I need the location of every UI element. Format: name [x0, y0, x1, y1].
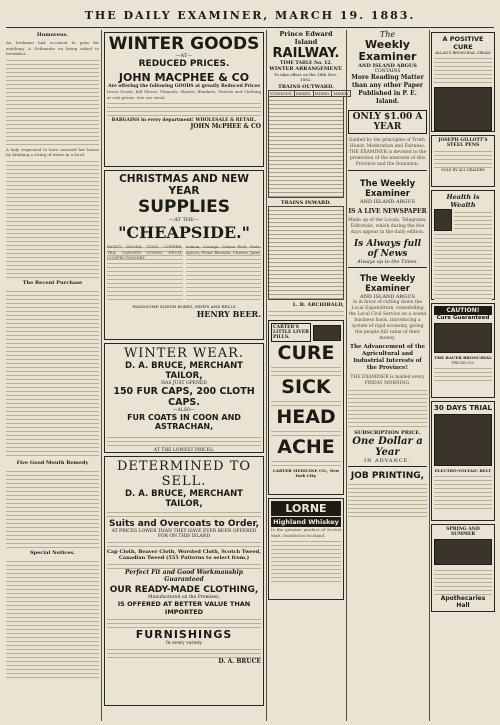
ad-headline: Highland Whiskey: [271, 517, 341, 527]
ad-text: HAS JUST OPENED: [161, 381, 207, 386]
ad-text-block: [434, 473, 492, 509]
article-text-block: [6, 468, 99, 548]
ad-text: AT THE LOWEST PRICES.: [153, 448, 215, 453]
ad-text: —ALSO—: [172, 408, 195, 413]
ad-text: In every variety: [166, 641, 202, 646]
ad-headline: Health is Wealth: [446, 193, 480, 209]
ad-headline: FUR COATS IN COON AND ASTRACHAN,: [127, 413, 241, 431]
examiner-ad-mailed: THE EXAMINER is mailed every FRIDAY MORNING.: [350, 375, 425, 386]
ad-signature: D. A. BRUCE: [218, 658, 261, 665]
examiner-ad-body: Is in favor of cutting down the Local Expenditure, remodelling the Local Civil Service on a sound business basis, introducing a system of rigid economy, giving the people full value of their money.: [348, 300, 427, 341]
ad-text: HANDSOME SLEIGH ROBES, WHIPS AND BELLS: [132, 304, 236, 309]
ad-gillott-pens: [431, 135, 495, 187]
ad-apothecaries-hall: [431, 524, 495, 612]
ad-headline: CAUTION!: [434, 306, 492, 315]
ad-text: —AT—: [175, 53, 193, 59]
ad-carters-pills: [268, 320, 344, 495]
ad-body: Dress Goods, Kid Gloves, Flannels, Shawls, Blankets, Tweeds and Clothing at cost prices. See our stock.: [107, 89, 261, 100]
ad-headline: HEAD: [276, 406, 336, 428]
ad-text: Manufactured on the Premises,: [148, 595, 220, 600]
belt-illustration: [434, 414, 492, 466]
ad-text-block: [107, 561, 261, 569]
ad-headline: ACHE: [277, 436, 335, 458]
examiner-ad-advance: IN ADVANCE.: [364, 458, 411, 464]
truss-illustration: [434, 323, 492, 353]
ad-text-block: [434, 55, 492, 85]
examiner-ad-price: One Dollar a Year: [352, 436, 423, 458]
hand-illustration: [313, 325, 341, 341]
examiner-ad-text-block: [348, 387, 427, 427]
ad-text-block: [434, 231, 492, 301]
ad-headline: CHRISTMAS AND NEW YEAR: [119, 173, 249, 197]
ad-headline: Cure Guaranteed: [436, 315, 490, 321]
ad-merchant-name: D. A. BRUCE, MERCHANT TAILOR,: [125, 489, 243, 509]
column-railway: [268, 30, 350, 721]
ad-text-block: [271, 428, 341, 436]
ad-headline: Suits and Overcoats to Order,: [108, 519, 260, 529]
ad-signature: HENRY BEER.: [196, 309, 261, 319]
examiner-ad-argus: AND ISLAND ARGUS: [358, 63, 417, 69]
article-text-block: [6, 558, 99, 678]
column-examiner-ads: [348, 30, 427, 721]
ad-text: Are offering the following GOODS at greatly Reduced Prices: [108, 84, 260, 89]
railway-signature: L. B. ARCHIBALD,: [292, 302, 344, 308]
ad-brand: CARTER'S LITTLE LIVER PILLS.: [271, 323, 311, 342]
ad-electro-voltaic-belt: [431, 401, 495, 521]
ad-signature: JOHN McPHEE & CO: [190, 123, 261, 131]
examiner-ad-the: The: [379, 30, 396, 39]
article-paragraph: A lady requested to have married her house by drinking a string of water in a bowl.: [6, 146, 99, 158]
ad-winter-goods: [104, 32, 264, 167]
ad-positive-cure: [431, 32, 495, 132]
examiner-ad-contains: CONTAINS: [374, 69, 401, 74]
figures-illustration: [434, 87, 492, 131]
ad-caution-cure: [431, 303, 495, 398]
article-paragraph: An Irishman had occasion to pass for anything. A Gothamite on being asked to breakfast...: [6, 40, 99, 57]
railway-timetable-number: TIME TABLE No. 12.: [280, 61, 332, 66]
railway-outward-table: [268, 90, 351, 97]
newspaper-title: THE DAILY EXAMINER, MARCH 19. 1883.: [84, 8, 416, 22]
ad-text: AT PRICES LOWER THAN THEY HAVE EVER BEEN OFFERED FOR ON THIS ISLAND: [111, 529, 257, 539]
ad-text-block: [271, 538, 341, 582]
ad-health-is-wealth: [431, 190, 495, 300]
divider: [348, 466, 427, 467]
ad-merchant-name: D. A. BRUCE, MERCHANT TAILOR,: [125, 361, 243, 381]
ad-text: Cap Cloth, Beaver Cloth, Worsted Cloth, Scotch Tweed, Canadian Tweed (555 Patterns to select from.): [107, 549, 261, 561]
ad-text: IS OFFERED AT BETTER VALUE THAN IMPORTED: [117, 600, 251, 616]
examiner-ad-more: More Reading Matter than any other Paper Published in P. E. Island.: [351, 74, 424, 105]
ad-text: BARGAINS in every department! WHOLESALE & RETAIL.: [111, 118, 257, 124]
ad-text-block: [434, 567, 492, 595]
ad-text: SOLD BY ALL DEALERS: [441, 168, 485, 172]
examiner-ad-argus: AND ISLAND ARGUS: [360, 199, 415, 205]
railway-title-main: RAILWAY.: [272, 46, 340, 61]
column-rule: [346, 30, 347, 721]
examiner-ad-price: ONLY $1.00 A YEAR: [348, 110, 427, 134]
column-patent-ads: [431, 30, 495, 721]
column-rule: [266, 30, 267, 721]
ad-text-block: [107, 616, 261, 628]
ad-christmas-supplies: [104, 170, 264, 340]
examiner-ad-title: Weekly Examiner: [358, 38, 417, 63]
table-header: MIXED.: [314, 91, 331, 96]
railway-footnote: [268, 308, 344, 318]
ad-headline: Apothecaries Hall: [440, 595, 486, 609]
examiner-ad-always: Always up to the Times.: [357, 259, 418, 265]
job-printing-heading: JOB PRINTING,: [350, 471, 425, 481]
ad-headline: OUR READY-MADE CLOTHING,: [109, 585, 259, 595]
column-advertisements: [104, 30, 264, 721]
ad-headline: SICK: [281, 376, 331, 398]
railway-arrangement: WINTER ARRANGEMENT.: [269, 66, 343, 72]
ad-goods-list-text: Lemon, Orange, Citron Peel, Nuts, Spices, Flour, Biscuits, Cheese, Jams: [185, 244, 261, 255]
column-reading-matter: [6, 30, 99, 721]
storefront-illustration: [434, 539, 492, 565]
railway-inward-rows: [268, 206, 344, 300]
ad-headline: SPRING AND SUMMER: [446, 527, 480, 537]
examiner-ad-title: The Weekly Examiner: [359, 274, 416, 294]
column-rule: [429, 30, 430, 721]
examiner-ad-price-heading: SUBSCRIPTION PRICE.: [354, 430, 421, 436]
ad-lorne-whiskey: [268, 498, 344, 600]
ad-text-block: [107, 646, 261, 658]
ad-goods-list: [186, 244, 262, 302]
ad-text-block: [454, 209, 492, 229]
article-text-block: [6, 158, 99, 278]
examiner-ad-argus: AND ISLAND ARGUS: [360, 294, 415, 300]
ad-goods-list-text: FANCY GOODS, TOYS, COFFEE, TEA, CANNED GOODS, FRUIT, CONFECTIONERY: [107, 244, 183, 261]
examiner-ad-body: Guided by the principles of Truth, Honor, Moderation and Fairness, THE EXAMINER is devoted to the promotion of the interests of this Province and the Dominion.: [348, 138, 427, 167]
railway-outward-rows: [268, 97, 344, 198]
ad-goods-list: [107, 244, 183, 302]
ad-text: ELECTRO-VOLTAIC BELT: [434, 468, 492, 473]
examiner-ad-body: Made up of the Locals, Telegrams, Editorials, which during the five days appear in the daily edition.: [348, 218, 427, 235]
railway-effective-date: To take effect on the 18th Nov., 1882.: [274, 72, 338, 82]
ad-text-block: [434, 365, 492, 381]
ad-text: ALLAN'S BRONCHIAL CREAM: [435, 51, 491, 55]
ad-headline: 150 FUR CAPS, 200 CLOTH CAPS.: [113, 386, 255, 408]
ad-headline: WINTER GOODS: [108, 34, 260, 54]
ad-headline: 30 DAYS TRIAL: [434, 404, 492, 412]
table-header: MIXED.: [295, 91, 312, 96]
examiner-ad-live: IS A LIVE NEWSPAPER: [348, 208, 427, 215]
ad-text: Perfect Fit and Good Workmanship Guaranteed: [125, 569, 243, 583]
ad-text-block: [107, 434, 261, 448]
ad-determined-to-sell: [104, 456, 264, 706]
job-printing-text-block: [348, 481, 427, 519]
ad-text-block: [271, 398, 341, 406]
portrait-illustration: [434, 209, 452, 231]
ad-headline: WINTER WEAR.: [123, 346, 245, 361]
ad-subheadline: REDUCED PRICES.: [138, 59, 230, 69]
ad-text: —AT THE—: [169, 217, 199, 223]
ad-headline: A POSITIVE CURE: [442, 35, 484, 51]
examiner-ad-news: Is Always full of News: [353, 239, 422, 259]
ad-text-block: [107, 539, 261, 549]
divider: [348, 267, 427, 268]
railway-outward-heading: TRAINS OUTWARD.: [278, 84, 334, 90]
article-text-block: [6, 57, 99, 147]
ad-headline: FURNISHINGS: [135, 628, 233, 641]
section-heading: Five Good Mouth Remedy: [16, 459, 89, 466]
table-header: MIXED.: [333, 91, 350, 96]
ad-headline: DETERMINED TO SELL.: [116, 459, 252, 489]
article-text-block: [6, 288, 99, 458]
ad-store-name: JOHN MACPHEE & CO: [118, 71, 250, 84]
ad-headline: SUPPLIES: [138, 197, 230, 217]
ad-text-block: [434, 148, 492, 168]
ad-headline: JOSEPH GILLOTT'S STEEL PENS: [438, 138, 488, 148]
ad-maker: CARTER MEDICINE CO., New York City.: [272, 468, 340, 478]
ad-body: Is the genuine product of Scotch Malt, Distilled in Scotland.: [271, 527, 341, 538]
railway-inward-heading: TRAINS INWARD.: [280, 200, 332, 206]
ad-text-block: [271, 458, 341, 468]
ad-store-name: "CHEAPSIDE.": [118, 223, 250, 242]
column-rule: [101, 30, 102, 721]
section-heading-humorous: Humorous.: [36, 32, 69, 38]
ad-headline: CURE: [277, 342, 335, 364]
ad-text: TRUSS CO.: [451, 360, 475, 365]
ad-winter-wear: [104, 343, 264, 453]
examiner-ad-title: The Weekly Examiner: [359, 179, 416, 199]
masthead: [6, 3, 494, 28]
railway-title: Prince Edward Island: [279, 30, 333, 46]
section-heading: Special Notices.: [29, 549, 75, 556]
ad-text-block: [271, 364, 341, 376]
ad-text: THE BAUER BRONCHIAL: [434, 355, 492, 360]
divider: [348, 170, 427, 171]
table-header: STATIONS.: [270, 91, 293, 96]
ad-text-block: [107, 509, 261, 519]
ad-headline: LORNE: [271, 501, 341, 516]
ad-text-block: [107, 100, 261, 118]
examiner-ad-advancement: The Advancement of the Agricultural and Industrial Interests of the Province!: [350, 344, 425, 371]
section-heading: The Recent Purchase: [22, 279, 83, 286]
